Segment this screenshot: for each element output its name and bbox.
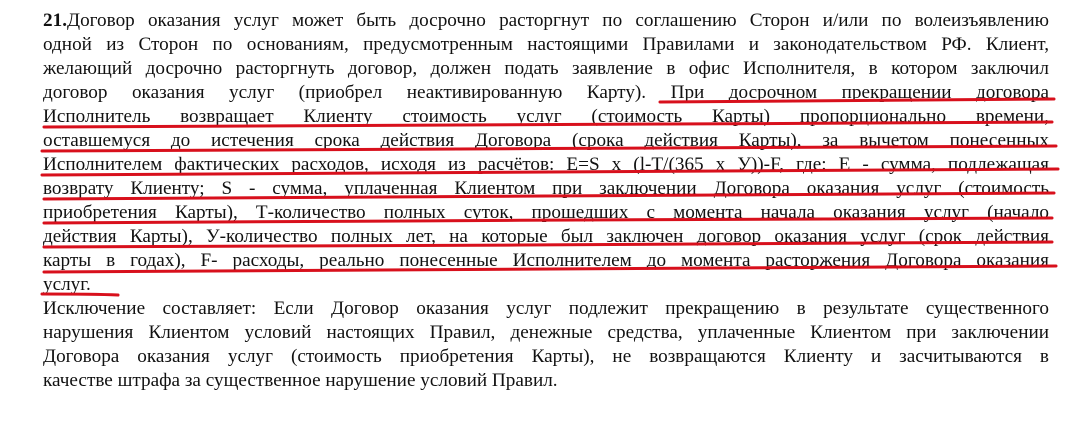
exception-line-3: Договора оказания услуг (стоимость приобретения Карты), не возвращаются Клиенту и засчитываются в [43,346,1049,367]
underline-mark-8 [44,266,1056,272]
underline-mark-2 [44,122,1052,127]
clause-line-7: Исполнителем фактических расходов, исходя из расчётов: E=S x (l-T/(365 x У))-F, где: Е - сумма, подлежащая [43,154,1049,175]
underline-mark-9 [42,294,118,295]
exception-line-1: Исключение составляет: Если Договор оказания услуг подлежит прекращению в результате существенного [43,298,1049,319]
clause-line-11: карты в годах), F- расходы, реально понесенные Исполнителем до момента расторжения Договора оказания [43,250,1049,271]
clause-line-6: оставшемуся до истечения срока действия Договора (срока действия Карты), за вычетом понесенных [43,130,1049,151]
underline-mark-3 [42,146,1056,151]
clause-line-5: Исполнитель возвращает Клиенту стоимость услуг (стоимость Карты) пропорционально времени, [43,106,1049,127]
underline-mark-5 [44,193,1054,199]
underline-mark-1 [660,99,1054,102]
underline-mark-6 [44,218,1052,223]
clause-line-9: приобретения Карты), Т-количество полных суток, прошедших с момента начала оказания услуг (начало [43,202,1049,223]
clause-text: Договор оказания услуг может быть досрочно расторгнут по соглашению Сторон и/или по волеизъявлению [66,10,1049,31]
underline-mark-7 [44,242,1052,247]
underline-mark-4 [42,169,1058,175]
clause-line-12: услуг. [43,274,91,295]
clause-line-10: действия Карты), У-количество полных лет, на которые был заключен договор оказания услуг (срок действия [43,226,1049,247]
exception-line-2: нарушения Клиентом условий настоящих Правил, денежные средства, уплаченные Клиентом при заключении [43,322,1049,343]
clause-line-8: возврату Клиенту; S - сумма, уплаченная Клиентом при заключении Договора оказания услуг (стоимость [43,178,1049,199]
clause-line-2: одной из Сторон по основаниям, предусмотренным настоящими Правилами и законодательством РФ. Клиент, [43,34,1049,55]
clause-line-3: желающий досрочно расторгнуть договор, должен подать заявление в офис Исполнителя, в котором заключил [43,58,1049,79]
clause-number: 21. [43,10,67,31]
clause-line-4: договор оказания услуг (приобрел неактивированную Карту). При досрочном прекращении договора [43,82,1049,103]
exception-line-4: качестве штрафа за существенное нарушение условий Правил. [43,370,558,391]
